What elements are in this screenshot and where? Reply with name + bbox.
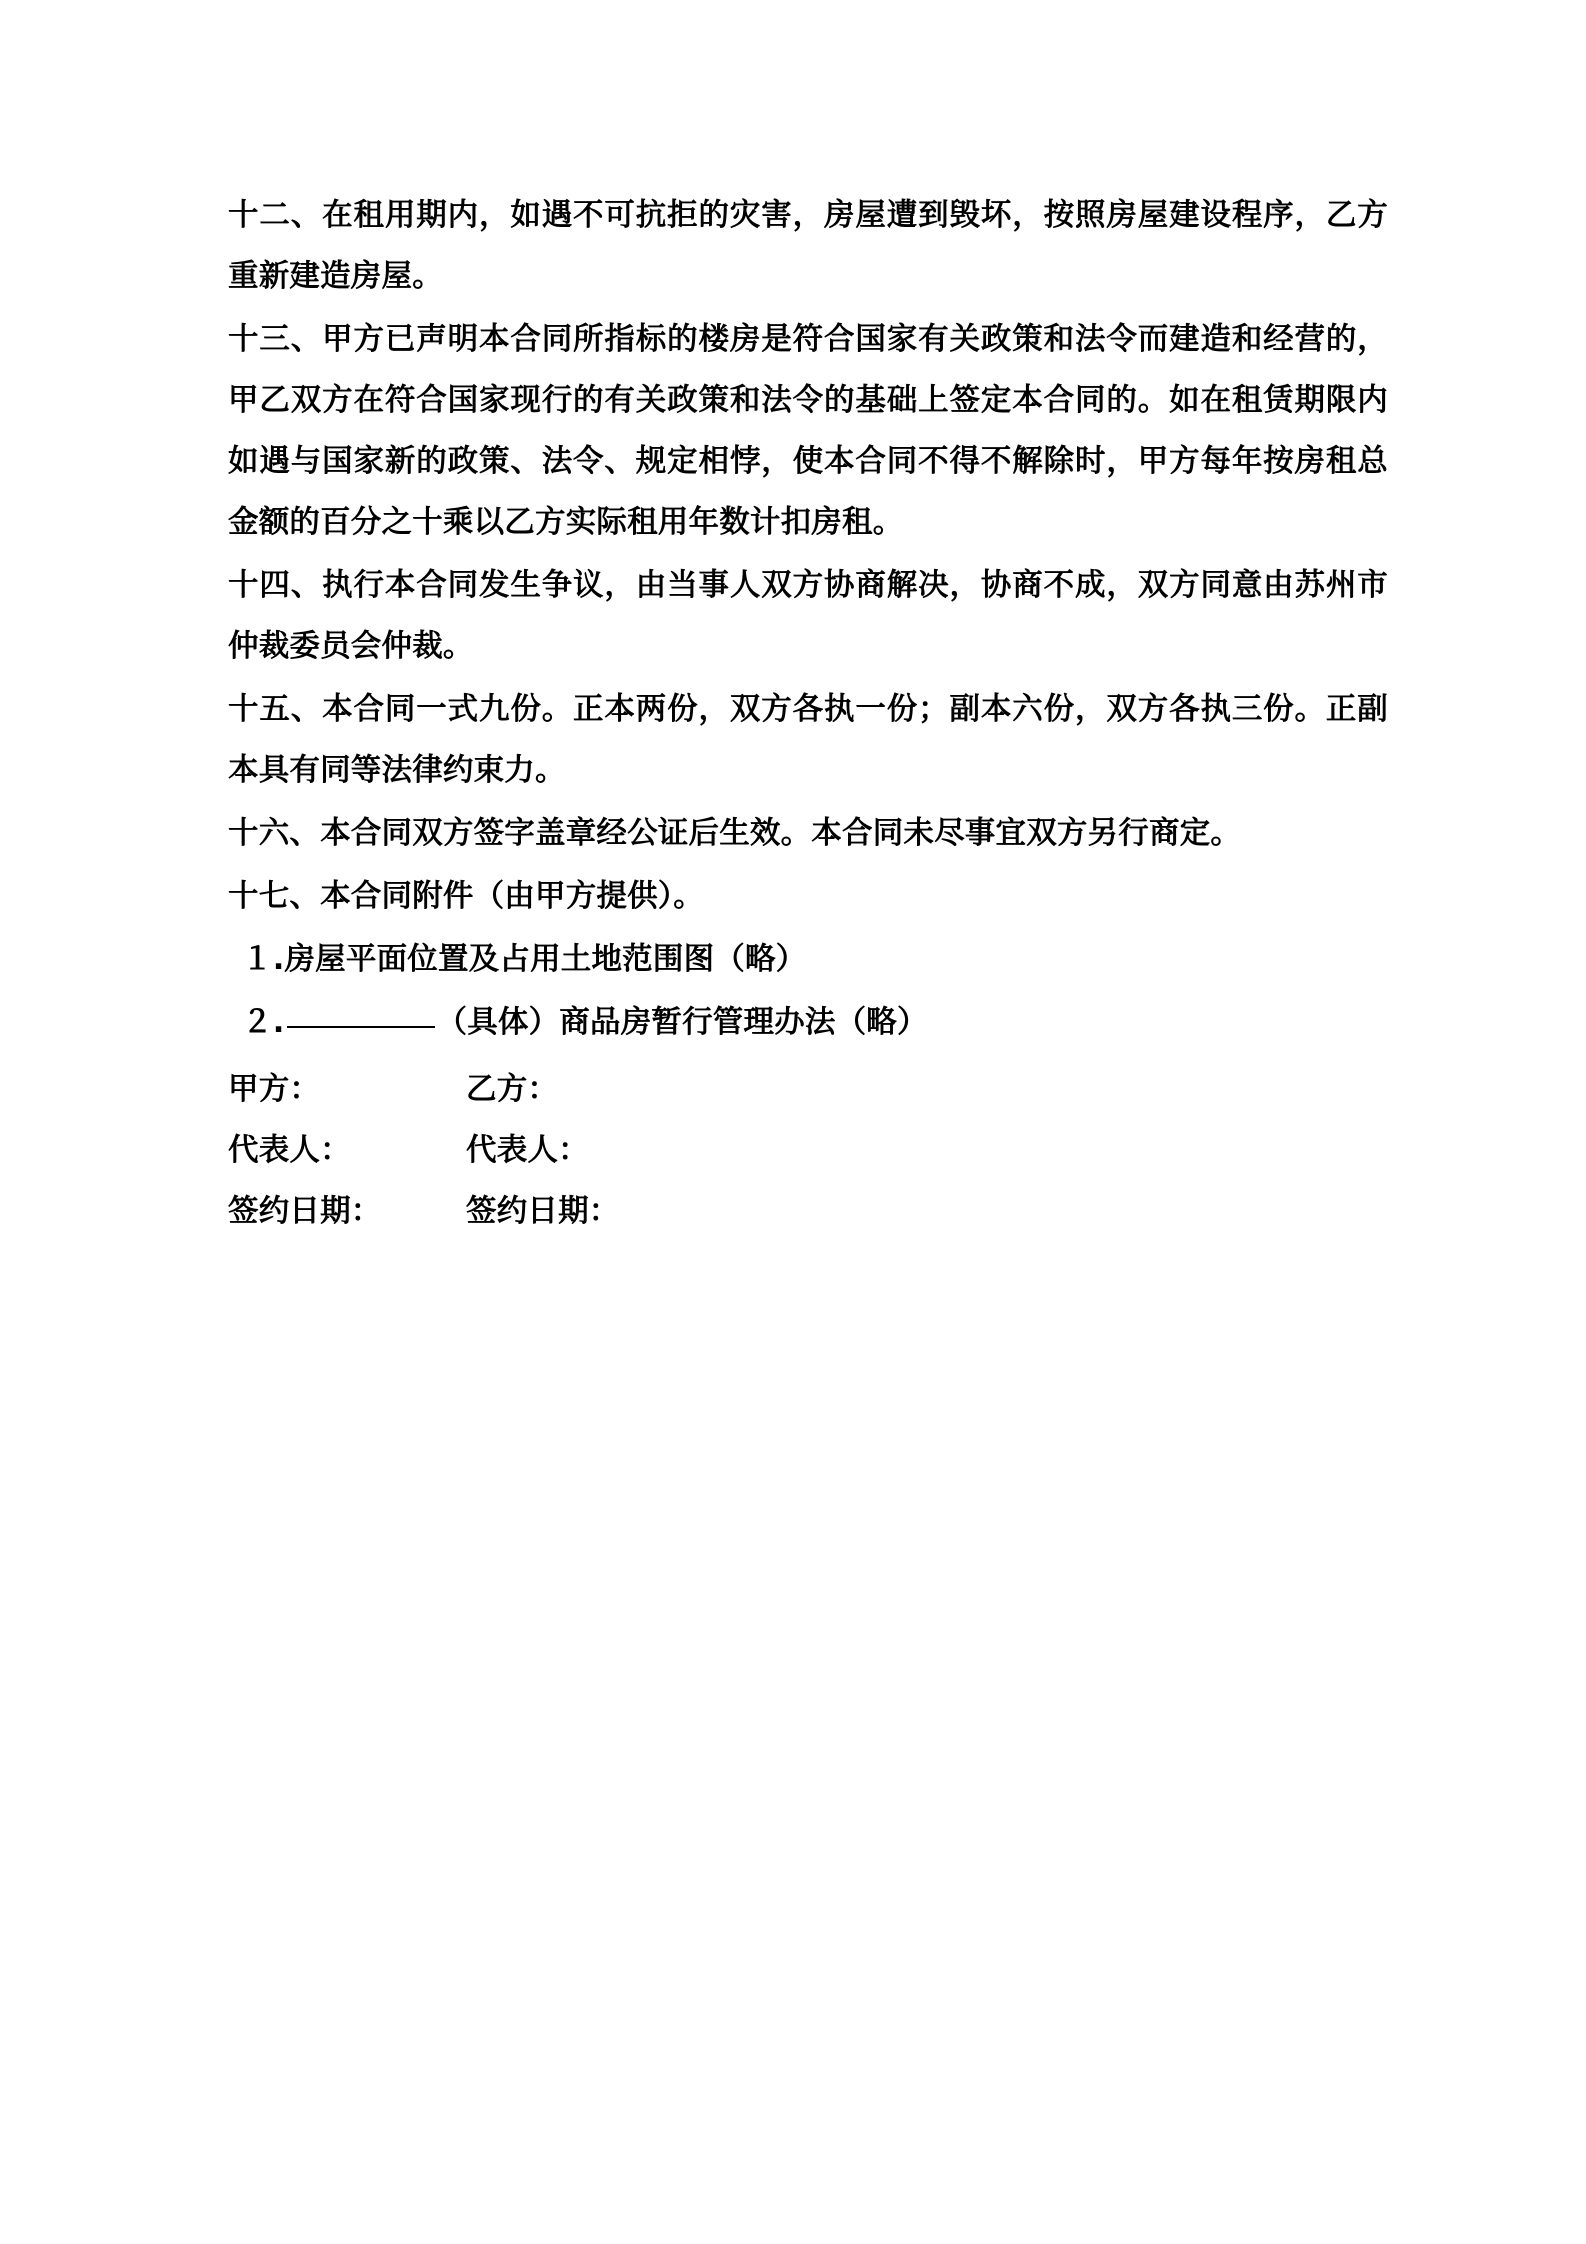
party-b-date-label: 签约日期： [466, 1194, 620, 1229]
attachment-item-1: １.房屋平面位置及占用土地范围图（略） [242, 942, 807, 977]
party-a-date-label: 签约日期： [228, 1194, 382, 1229]
party-a-representative-label: 代表人： [228, 1133, 351, 1168]
clause-paragraph-14: 十四、执行本合同发生争议，由当事人双方协商解决，协商不成，双方同意由苏州市仲裁委员会仲裁。 [228, 568, 1388, 664]
signature-row-representative [228, 1120, 1388, 1181]
document-body [228, 185, 1388, 1242]
signature-row-date [228, 1181, 1388, 1242]
clause-paragraph-16: 十六、本合同双方签字盖章经公证后生效。本合同未尽事宜双方另行商定。 [228, 816, 1242, 851]
attachment-item-2-prefix: ２. [242, 1005, 285, 1040]
party-a-label: 甲方： [228, 1072, 321, 1107]
clause-paragraph-17: 十七、本合同附件（由甲方提供）。 [228, 879, 704, 914]
party-b-representative-label: 代表人： [466, 1133, 589, 1168]
clause-paragraph-13: 十三、甲方已声明本合同所指标的楼房是符合国家有关政策和法令而建造和经营的，甲乙双方在符合国家现行的有关政策和法令的基础上签定本合同的。如在租赁期限内如遇与国家新的政策、法令、规定相悖，使本合同不得不解除时，甲方每年按房租总金额的百分之十乘以乙方实际租用年数计扣房租。 [228, 322, 1388, 540]
clause-paragraph-15: 十五、本合同一式九份。正本两份，双方各执一份；副本六份，双方各执三份。正副本具有同等法律约束力。 [228, 692, 1388, 788]
attachment-item-2 [228, 992, 1388, 1053]
clause-paragraph-12: 十二、在租用期内，如遇不可抗拒的灾害，房屋遭到毁坏，按照房屋建设程序，乙方重新建造房屋。 [228, 198, 1388, 294]
party-b-label: 乙方： [466, 1072, 559, 1107]
signature-row-party [228, 1059, 1388, 1120]
fill-in-blank [287, 1026, 435, 1028]
signature-block [228, 1059, 1388, 1242]
attachment-item-2-suffix: （具体）商品房暂行管理办法（略） [436, 1005, 928, 1040]
